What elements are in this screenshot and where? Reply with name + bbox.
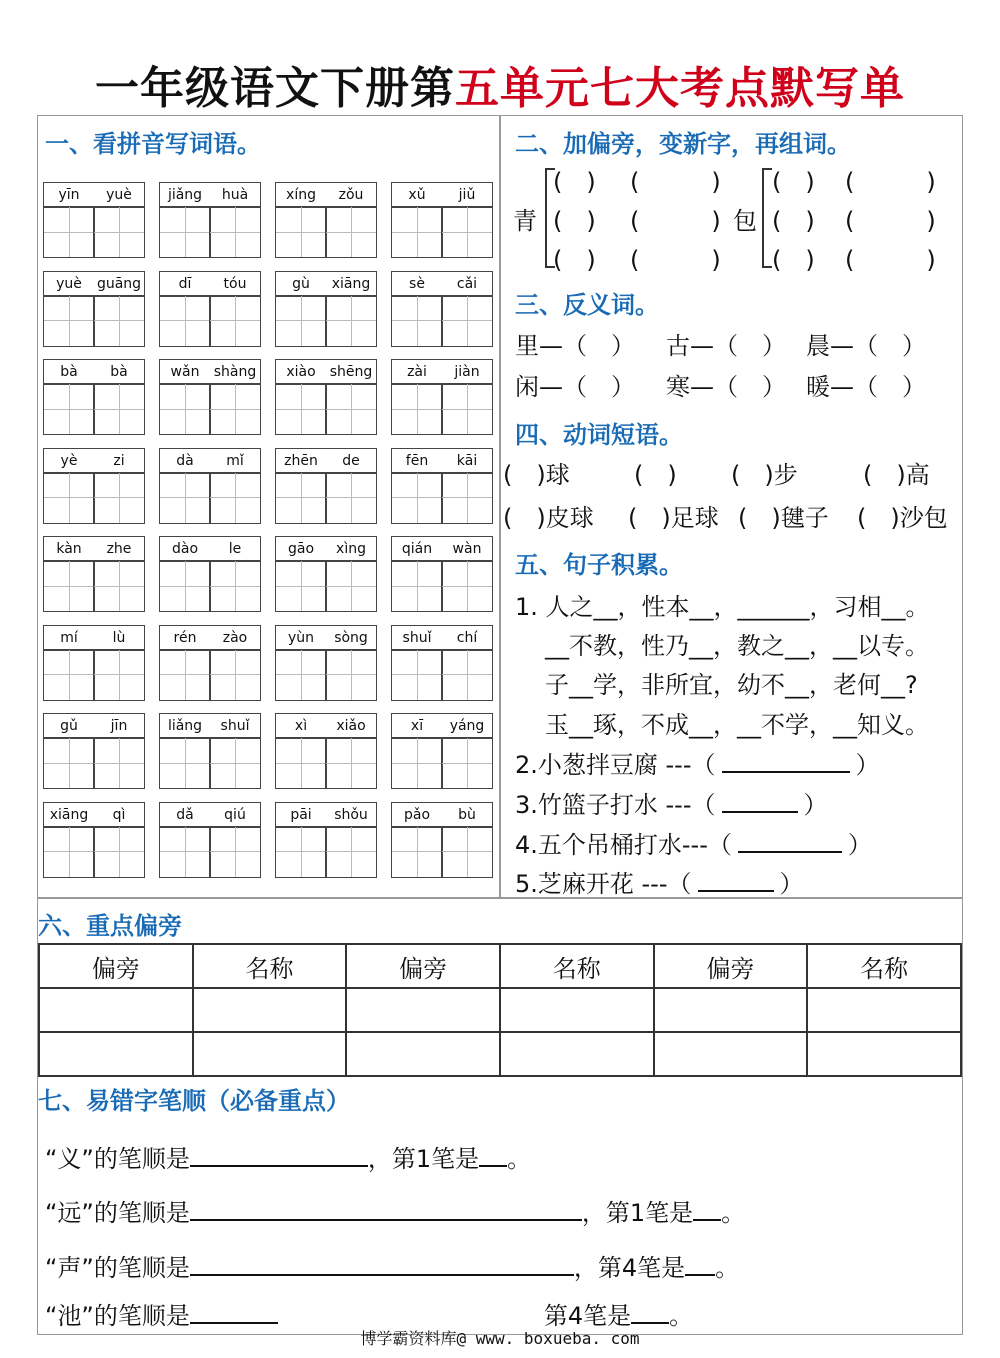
tianzige-box[interactable] (391, 295, 443, 347)
pinyin-syllable: qián (401, 541, 433, 557)
table-cell[interactable] (654, 1032, 808, 1076)
tianzige-box[interactable] (325, 649, 377, 701)
pinyin-syllable: sòng (334, 629, 368, 646)
table-row (39, 1032, 961, 1076)
tianzige-box[interactable] (159, 383, 211, 435)
pinyin-row (391, 536, 493, 562)
pinyin-syllable: jīn (110, 718, 128, 734)
tianzige-box[interactable] (43, 472, 95, 524)
pinyin-syllable: shēng (329, 364, 373, 380)
pinyin-syllable: yùn (287, 629, 315, 646)
riddle-item: 3.竹篮子打水 ---（ ） (515, 791, 828, 819)
pinyin-word-item (159, 271, 261, 347)
verb-phrase: ( )足球 (628, 504, 719, 532)
pinyin-row (159, 359, 261, 385)
pinyin-syllable: yáng (449, 718, 485, 734)
pinyin-word-item (275, 359, 377, 435)
pinyin-row (391, 713, 493, 739)
pinyin-word-item (159, 802, 261, 878)
tianzige-box[interactable] (391, 737, 443, 789)
footer-watermark: 博学霸资料库@ www. boxueba. com (360, 1329, 640, 1348)
pinyin-row (159, 182, 261, 208)
pinyin-syllable: sè (409, 275, 425, 292)
pinyin-syllable: xiāng (331, 275, 371, 292)
tianzige-box[interactable] (159, 295, 211, 347)
tianzige-box[interactable] (93, 295, 145, 347)
pinyin-syllable: yuè (56, 275, 82, 292)
answer-blank[interactable] (738, 851, 842, 853)
pinyin-word-item (43, 359, 145, 435)
answer-blank[interactable] (190, 1322, 278, 1324)
pinyin-syllable: fēn (405, 452, 429, 469)
table-cell[interactable] (39, 988, 193, 1032)
pinyin-syllable: liǎng (167, 718, 203, 734)
tianzige-box[interactable] (209, 826, 261, 878)
verb-phrase: ( ) (634, 461, 677, 489)
tianzige-box[interactable] (43, 737, 95, 789)
pinyin-word-item (275, 271, 377, 347)
section3-heading: 三、反义词。 (515, 291, 659, 319)
pinyin-word-item (43, 802, 145, 878)
tianzige-box[interactable] (441, 383, 493, 435)
pinyin-syllable: xī (410, 718, 424, 734)
tianzige-box[interactable] (275, 560, 327, 612)
pinyin-syllable: cǎi (456, 275, 478, 292)
table-cell[interactable] (654, 988, 808, 1032)
pinyin-syllable: gāo (287, 541, 315, 557)
pinyin-syllable: shǒu (334, 806, 368, 823)
pinyin-syllable: qì (112, 806, 126, 823)
paren: ( ) (630, 246, 721, 274)
stroke-order-item: “声”的笔顺是 ，第4笔是 。 (45, 1254, 740, 1282)
tianzige-box[interactable] (93, 383, 145, 435)
pinyin-word-item (275, 802, 377, 878)
stroke-order-item: “义”的笔顺是 ，第1笔是 。 (45, 1145, 532, 1173)
paren: ( ) (772, 246, 815, 274)
tianzige-box[interactable] (325, 560, 377, 612)
pinyin-row (275, 536, 377, 562)
pinyin-word-item (275, 625, 377, 701)
pinyin-word-item (159, 536, 261, 612)
pinyin-row (159, 625, 261, 651)
tianzige-box[interactable] (159, 649, 211, 701)
pinyin-word-item (391, 536, 493, 612)
tianzige-box[interactable] (275, 472, 327, 524)
pinyin-row (275, 182, 377, 208)
pinyin-syllable: zhe (106, 541, 132, 557)
pinyin-syllable: yè (60, 452, 78, 469)
tianzige-box[interactable] (391, 826, 443, 878)
section7-heading: 七、易错字笔顺（必备重点） (38, 1087, 350, 1115)
pinyin-syllable: xǔ (408, 187, 426, 203)
tianzige-box[interactable] (441, 560, 493, 612)
title-red: 五单元七大考点默写单 (455, 63, 905, 114)
pinyin-row (159, 448, 261, 474)
verb-phrase: ( )步 (731, 461, 798, 489)
tianzige-box[interactable] (391, 472, 443, 524)
pinyin-row (43, 536, 145, 562)
table-header-row (39, 944, 961, 988)
tianzige-box[interactable] (159, 560, 211, 612)
pinyin-word-item (391, 802, 493, 878)
pinyin-row (391, 625, 493, 651)
tianzige-box[interactable] (159, 737, 211, 789)
pinyin-syllable: xiào (286, 364, 316, 380)
paren: ( ) (772, 207, 815, 235)
pinyin-row (43, 359, 145, 385)
section4-heading: 四、动词短语。 (515, 421, 683, 449)
tianzige-box[interactable] (209, 737, 261, 789)
pinyin-row (159, 536, 261, 562)
tianzige-box[interactable] (159, 826, 211, 878)
pinyin-word-item (391, 625, 493, 701)
pinyin-row (43, 271, 145, 297)
pinyin-syllable: shuǐ (220, 718, 250, 734)
pinyin-row (43, 182, 145, 208)
tianzige-box[interactable] (159, 472, 211, 524)
pinyin-syllable: xiāng (49, 806, 89, 823)
pinyin-syllable: rén (173, 629, 197, 646)
pinyin-syllable: kāi (456, 452, 478, 469)
pinyin-word-item (43, 713, 145, 789)
pinyin-syllable: zài (407, 364, 427, 380)
tianzige-box[interactable] (275, 737, 327, 789)
tianzige-box[interactable] (441, 737, 493, 789)
pinyin-syllable: gǔ (60, 718, 78, 734)
pinyin-word-item (159, 359, 261, 435)
tianzige-box[interactable] (391, 383, 443, 435)
pinyin-row (43, 448, 145, 474)
table-cell[interactable] (39, 1032, 193, 1076)
pinyin-row (43, 802, 145, 828)
antonym-item: 闲—（ ） (515, 373, 635, 401)
verb-phrase: ( )球 (503, 461, 570, 489)
answer-blank[interactable] (190, 1165, 368, 1167)
pinyin-syllable: wǎn (170, 364, 200, 380)
paren: ( ) (630, 207, 721, 235)
tianzige-box[interactable] (159, 206, 211, 258)
pinyin-syllable: jiǔ (458, 187, 476, 203)
pinyin-grid (43, 182, 495, 882)
pinyin-syllable: zào (222, 629, 248, 646)
tianzige-box[interactable] (275, 826, 327, 878)
pinyin-syllable: qiú (224, 806, 246, 823)
pinyin-row (275, 802, 377, 828)
pinyin-syllable: zǒu (338, 187, 364, 203)
sentence-line: 子__学，非所宜，幼不__，老何__? (545, 671, 918, 699)
tianzige-box[interactable] (93, 206, 145, 258)
pinyin-row (391, 359, 493, 385)
antonym-item: 里—（ ） (515, 332, 635, 360)
pinyin-syllable: dī (178, 275, 192, 292)
col-header: 偏旁 (39, 944, 193, 988)
sentence-line: 玉__琢，不成__，__不学，__知义。 (545, 711, 929, 739)
pinyin-syllable: shàng (213, 364, 257, 380)
pinyin-word-item (43, 448, 145, 524)
pinyin-word-item (159, 448, 261, 524)
table-cell[interactable] (193, 988, 347, 1032)
pinyin-syllable: gù (292, 275, 310, 292)
pinyin-word-item (159, 182, 261, 258)
radical-table (38, 943, 962, 1077)
pinyin-syllable: yīn (58, 187, 80, 203)
stroke-order-item: “远”的笔顺是 ，第1笔是 。 (45, 1199, 746, 1227)
section1-heading: 一、看拼音写词语。 (45, 130, 261, 158)
table-cell[interactable] (807, 988, 961, 1032)
tianzige-box[interactable] (441, 472, 493, 524)
answer-blank[interactable] (479, 1165, 507, 1167)
table-cell[interactable] (346, 988, 500, 1032)
pinyin-word-item (391, 182, 493, 258)
pinyin-syllable: jiàn (454, 364, 480, 380)
tianzige-box[interactable] (93, 560, 145, 612)
pinyin-word-item (275, 182, 377, 258)
antonym-item: 晨—（ ） (806, 332, 926, 360)
tianzige-box[interactable] (391, 206, 443, 258)
table-cell[interactable] (500, 988, 654, 1032)
stroke-order-item: “池”的笔顺是 第4笔是 。 (45, 1302, 694, 1330)
answer-blank[interactable] (722, 771, 850, 773)
paren: ( ) (553, 207, 596, 235)
pinyin-syllable: pāi (290, 806, 312, 823)
antonym-item: 古—（ ） (666, 332, 786, 360)
pinyin-syllable: lù (112, 629, 126, 646)
pinyin-word-item (43, 182, 145, 258)
pinyin-word-item (391, 713, 493, 789)
col-header: 偏旁 (346, 944, 500, 988)
pinyin-syllable: dào (171, 541, 199, 557)
pinyin-syllable: tóu (223, 275, 247, 292)
sentence-line: __不教，性乃__，教之__，__以专。 (545, 632, 929, 660)
answer-blank[interactable] (722, 811, 798, 813)
tianzige-box[interactable] (391, 649, 443, 701)
tianzige-box[interactable] (391, 560, 443, 612)
tianzige-box[interactable] (275, 295, 327, 347)
tianzige-box[interactable] (275, 649, 327, 701)
title-black: 一年级语文下册第 (95, 63, 455, 114)
riddle-item: 2.小葱拌豆腐 ---（ ） (515, 751, 880, 779)
tianzige-box[interactable] (441, 206, 493, 258)
tianzige-box[interactable] (275, 206, 327, 258)
tianzige-box[interactable] (209, 560, 261, 612)
tianzige-box[interactable] (275, 383, 327, 435)
tianzige-box[interactable] (43, 826, 95, 878)
pinyin-syllable: de (342, 452, 360, 469)
verb-phrase: ( )高 (863, 461, 930, 489)
section5-heading: 五、句子积累。 (515, 551, 683, 579)
pinyin-syllable: bà (110, 364, 128, 380)
pinyin-syllable: pǎo (403, 806, 431, 823)
pinyin-row (275, 713, 377, 739)
tianzige-box[interactable] (325, 826, 377, 878)
pinyin-syllable: guāng (96, 275, 142, 292)
pinyin-syllable: zhēn (284, 452, 318, 469)
answer-blank[interactable] (685, 1274, 715, 1276)
verb-phrase: ( )沙包 (857, 504, 948, 532)
pinyin-syllable: huà (221, 187, 249, 203)
paren: ( ) (772, 168, 815, 196)
pinyin-syllable: dà (176, 452, 194, 469)
tianzige-box[interactable] (93, 472, 145, 524)
pinyin-row (43, 713, 145, 739)
page-title (0, 52, 1000, 116)
pinyin-syllable: xì (294, 718, 308, 734)
tianzige-box[interactable] (209, 472, 261, 524)
pinyin-syllable: xíng (286, 187, 316, 203)
tianzige-box[interactable] (441, 826, 493, 878)
tianzige-box[interactable] (209, 649, 261, 701)
pinyin-row (391, 182, 493, 208)
tianzige-box[interactable] (209, 295, 261, 347)
paren: ( ) (630, 168, 721, 196)
pinyin-word-item (275, 448, 377, 524)
verb-phrase: ( )皮球 (503, 504, 594, 532)
paren: ( ) (845, 207, 936, 235)
tianzige-box[interactable] (93, 826, 145, 878)
pinyin-syllable: mí (60, 629, 78, 646)
pinyin-word-item (43, 536, 145, 612)
pinyin-syllable: zi (113, 452, 125, 469)
pinyin-syllable: dǎ (176, 806, 194, 823)
verb-phrase: ( )毽子 (738, 504, 829, 532)
pinyin-word-item (159, 713, 261, 789)
tianzige-box[interactable] (93, 737, 145, 789)
pinyin-row (391, 271, 493, 297)
sentence-line: 1. 人之__，性本__，______，习相__。 (515, 593, 930, 621)
pinyin-word-item (159, 625, 261, 701)
tianzige-box[interactable] (325, 383, 377, 435)
paren: ( ) (845, 168, 936, 196)
pinyin-word-item (275, 713, 377, 789)
tianzige-box[interactable] (325, 472, 377, 524)
pinyin-syllable: shuǐ (402, 629, 432, 646)
pinyin-word-item (43, 625, 145, 701)
col-header: 名称 (193, 944, 347, 988)
tianzige-box[interactable] (43, 649, 95, 701)
antonym-item: 寒—（ ） (666, 373, 786, 401)
section6-heading: 六、重点偏旁 (38, 912, 182, 940)
pinyin-syllable: mǐ (226, 452, 244, 469)
tianzige-box[interactable] (209, 383, 261, 435)
tianzige-box[interactable] (43, 560, 95, 612)
col-header: 名称 (500, 944, 654, 988)
answer-blank[interactable] (631, 1322, 669, 1324)
table-cell[interactable] (346, 1032, 500, 1076)
paren: ( ) (845, 246, 936, 274)
pinyin-row (391, 802, 493, 828)
paren: ( ) (553, 246, 596, 274)
riddle-item: 5.芝麻开花 ---（ ） (515, 870, 804, 898)
answer-blank[interactable] (190, 1274, 574, 1276)
pinyin-syllable: le (228, 541, 242, 557)
col-header: 偏旁 (654, 944, 808, 988)
pinyin-row (275, 359, 377, 385)
pinyin-row (43, 625, 145, 651)
pinyin-row (159, 713, 261, 739)
table-cell[interactable] (500, 1032, 654, 1076)
tianzige-box[interactable] (93, 649, 145, 701)
pinyin-word-item (43, 271, 145, 347)
tianzige-box[interactable] (325, 737, 377, 789)
pinyin-syllable: yuè (106, 187, 132, 203)
pinyin-syllable: chí (456, 629, 478, 646)
table-cell[interactable] (807, 1032, 961, 1076)
pinyin-syllable: bù (458, 806, 476, 823)
tianzige-box[interactable] (441, 295, 493, 347)
tianzige-box[interactable] (325, 295, 377, 347)
tianzige-box[interactable] (209, 206, 261, 258)
pinyin-syllable: xìng (336, 541, 366, 557)
base-char-bao: 包 (733, 207, 757, 235)
pinyin-syllable: wàn (452, 541, 482, 557)
pinyin-word-item (391, 271, 493, 347)
section2-heading: 二、加偏旁，变新字，再组词。 (515, 130, 851, 158)
pinyin-syllable: xiǎo (336, 718, 366, 734)
tianzige-box[interactable] (43, 295, 95, 347)
riddle-item: 4.五个吊桶打水---（ ） (515, 831, 872, 859)
table-cell[interactable] (193, 1032, 347, 1076)
pinyin-row (275, 625, 377, 651)
answer-blank[interactable] (693, 1219, 721, 1221)
tianzige-box[interactable] (43, 383, 95, 435)
pinyin-row (275, 271, 377, 297)
pinyin-word-item (275, 536, 377, 612)
pinyin-row (391, 448, 493, 474)
antonym-item: 暖—（ ） (806, 373, 926, 401)
pinyin-row (275, 448, 377, 474)
answer-blank[interactable] (190, 1219, 582, 1221)
pinyin-row (159, 802, 261, 828)
tianzige-box[interactable] (441, 649, 493, 701)
pinyin-syllable: jiǎng (167, 187, 203, 203)
brace-right (762, 168, 772, 268)
pinyin-row (159, 271, 261, 297)
pinyin-word-item (391, 448, 493, 524)
base-char-qing: 青 (513, 207, 537, 235)
pinyin-word-item (391, 359, 493, 435)
tianzige-box[interactable] (43, 206, 95, 258)
tianzige-box[interactable] (325, 206, 377, 258)
paren: ( ) (553, 168, 596, 196)
col-header: 名称 (807, 944, 961, 988)
pinyin-syllable: bà (60, 364, 78, 380)
answer-blank[interactable] (698, 890, 774, 892)
pinyin-syllable: kàn (56, 541, 82, 557)
table-row (39, 988, 961, 1032)
